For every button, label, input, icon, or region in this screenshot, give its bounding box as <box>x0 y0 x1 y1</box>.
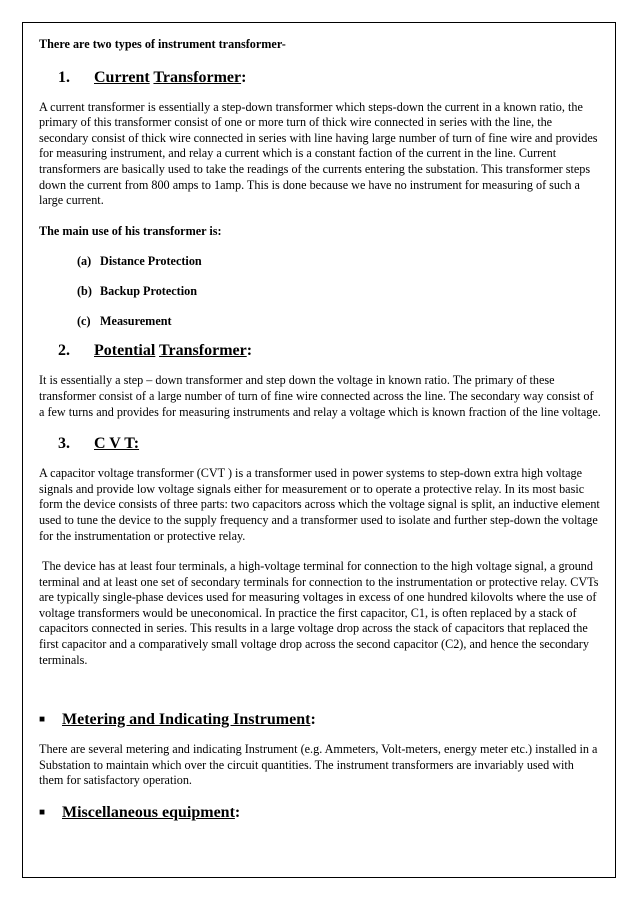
metering-paragraph: There are several metering and indicating Instrument (e.g. Ammeters, Volt-meters, energy meter etc.) installed in a Substation to maintain which over the circuit quantities. The instrument transformers are invariably used with them for satisfactory operation. <box>39 742 598 788</box>
uses-heading: The main use of his transformer is: <box>39 223 222 238</box>
list-text: Backup Protection <box>100 284 197 299</box>
bullet-square-icon: ■ <box>39 807 46 819</box>
heading-word: Miscellaneous equipment <box>62 804 235 822</box>
list-item <box>39 284 601 299</box>
document-page <box>22 22 616 878</box>
heading-word: Metering and Indicating Instrument <box>62 711 311 729</box>
section-number: 1. <box>58 68 70 86</box>
list-item <box>39 314 601 329</box>
page-content <box>39 37 601 823</box>
list-label: (c) <box>77 314 91 329</box>
section-heading-potential-transformer <box>39 341 601 361</box>
heading-word: Potential <box>94 342 156 360</box>
miscellaneous-heading <box>39 803 601 823</box>
current-transformer-paragraph: A current transformer is essentially a step-down transformer which steps-down the current in a known ratio, the primary of this transformer consist of one or more turn of thick wire connected in series with the line, the secondary consist of thick wire connected in series with line having large number of turn of fine wire and provides for measuring instrument, and relay a current which is a constant faction of the current in the line. Current transformers are basically used to take the readings of the currents entering the substation. This transformer steps down the current from 800 amps to 1amp. This is done because we have no instrument for measuring of such a large current. <box>39 99 598 208</box>
potential-transformer-paragraph: It is essentially a step – down transformer and step down the voltage in known ratio. The primary of these transformer consist of a large number of turn of fine wire connected across the line. The secondary way consist of a few turns and provides for measuring instruments and relay a voltage which is known fraction of the line voltage. <box>39 373 601 419</box>
heading-word: C V T: <box>94 435 140 453</box>
list-text: Distance Protection <box>100 254 202 269</box>
cvt-paragraph-1: A capacitor voltage transformer (CVT ) is a transformer used in power systems to step-down extra high voltage signals and provide low voltage signals either for measurement or to operate a protective relay. In its most basic form the device consists of three parts: two capacitors across which the voltage signal is split, an inductive element used to tune the device to the supply frequency and a transformer used to isolate and further step-down the voltage for the instrumentation or protective relay. <box>39 466 600 543</box>
heading-word: Transformer <box>159 342 247 360</box>
heading-colon: : <box>241 68 247 86</box>
heading-word: Transformer <box>153 68 242 86</box>
heading-colon: : <box>310 711 316 729</box>
heading-word: Current <box>94 68 150 86</box>
cvt-paragraph-2: The device has at least four terminals, a high-voltage terminal for connection to the high voltage signal, a ground terminal and at least one set of secondary terminals for connection to the instrumentation or protective relay. CVTs are typically single-phase devices used for measuring voltages in excess of one hundred kilovolts where the use of voltage transformers would be uneconomical. In practice the first capacitor, C1, is often replaced by a stack of capacitors connected in series. This results in a large voltage drop across the stack of capacitors that replaced the first capacitor and a comparatively small voltage drop across the second capacitor (C2), and hence the secondary terminals. <box>39 559 599 667</box>
list-text: Measurement <box>100 314 172 329</box>
bullet-square-icon: ■ <box>39 714 46 726</box>
metering-heading <box>39 710 601 730</box>
list-label: (b) <box>77 284 92 299</box>
section-number: 3. <box>58 435 70 453</box>
heading-colon: : <box>234 804 241 822</box>
list-item <box>39 254 601 269</box>
section-heading-cvt <box>39 434 601 454</box>
list-label: (a) <box>77 254 92 269</box>
heading-colon: : <box>246 342 253 360</box>
intro-line: There are two types of instrument transformer- <box>39 37 286 51</box>
section-number: 2. <box>58 342 70 360</box>
section-heading-current-transformer <box>39 68 601 88</box>
